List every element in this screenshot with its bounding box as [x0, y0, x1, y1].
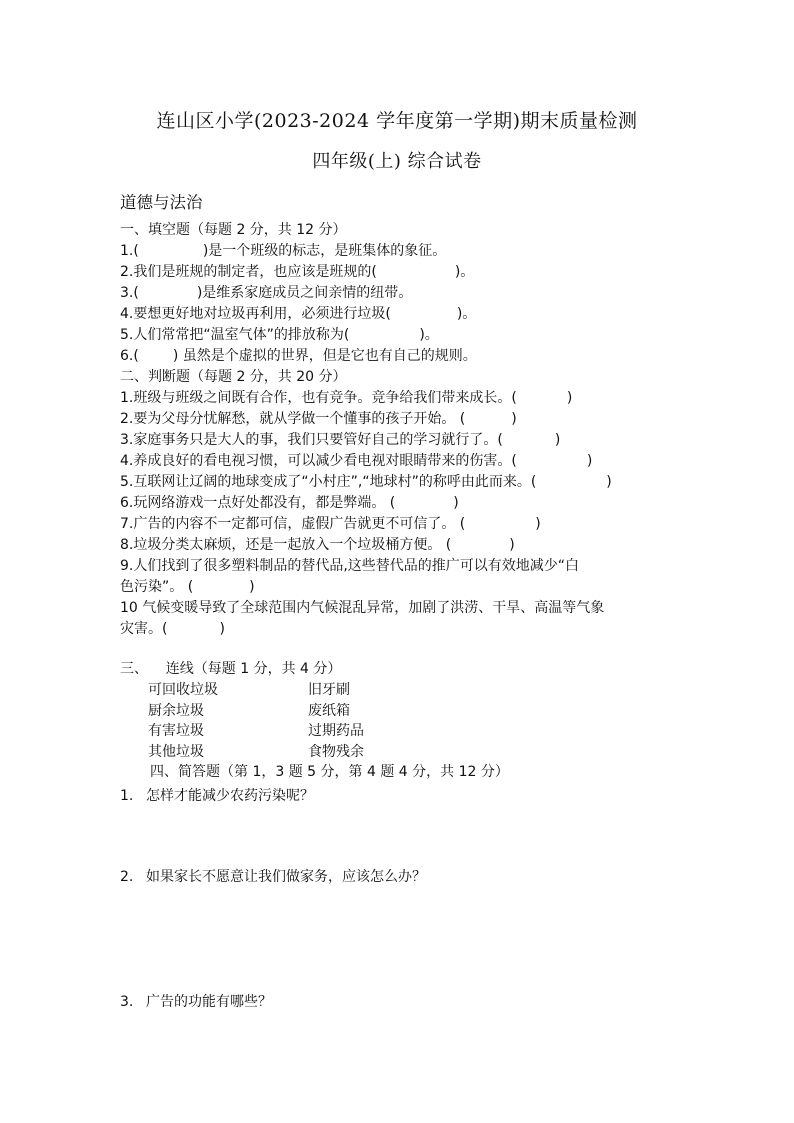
exam-content	[120, 220, 690, 783]
short-answer-question-3: 3. 广告的功能有哪些？	[120, 994, 272, 1010]
section3-heading: 三、 连线（每题 1 分，共 4 分）	[120, 661, 342, 677]
judge-item-9-line2: 色污染”。 ( )	[120, 579, 255, 595]
match-row: 可回收垃圾 旧牙刷	[148, 682, 350, 698]
judge-item-1: 1.班级与班级之间既有合作，也有竞争。竞争给我们带来成长。( )	[120, 390, 573, 406]
judge-item-7: 7.广告的内容不一定都可信，虚假广告就更不可信了。 ( )	[120, 516, 541, 532]
judge-item-5: 5.互联网让辽阔的地球变成了“小村庄”,“地球村”的称呼由此而来。( )	[120, 474, 612, 490]
exam-title: 连山区小学(2023-2024 学年度第一学期)期末质量检测	[156, 110, 638, 132]
section2-heading: 二、判断题（每题 2 分，共 20 分）	[120, 369, 347, 385]
match-row: 厨余垃圾 废纸箱	[148, 702, 350, 719]
subject-heading: 道德与法治	[120, 193, 203, 212]
fill-item-6: 6.( ) 虽然是个虚拟的世界，但是它也有自己的规则。	[120, 348, 477, 364]
fill-item-5: 5.人们常常把“温室气体”的排放称为( )。	[120, 327, 439, 343]
judge-item-10-line2: 灾害。( )	[120, 621, 225, 637]
judge-item-8: 8.垃圾分类太麻烦，还是一起放入一个垃圾桶方便。 ( )	[120, 537, 515, 553]
judge-item-4: 4.养成良好的看电视习惯，可以减少看电视对眼睛带来的伤害。( )	[120, 453, 593, 469]
match-row: 有害垃圾 过期药品	[148, 723, 364, 739]
judge-item-10-line1: 10 气候变暖导致了全球范围内气候混乱异常，加剧了洪涝、干旱、高温等气象	[120, 600, 605, 616]
judge-item-6: 6.玩网络游戏一点好处都没有，都是弊端。 ( )	[120, 495, 459, 511]
match-row: 其他垃圾 食物残余	[148, 743, 364, 760]
exam-subtitle: 四年级(上) 综合试卷	[312, 151, 482, 172]
fill-item-1: 1.( )是一个班级的标志，是班集体的象征。	[120, 243, 447, 259]
section1-heading: 一、填空题（每题 2 分，共 12 分）	[120, 222, 347, 238]
short-answer-question-2: 2. 如果家长不愿意让我们做家务，应该怎么办？	[120, 869, 426, 885]
fill-item-4: 4.要想更好地对垃圾再利用，必须进行垃圾( )。	[120, 306, 477, 322]
short-answer-question-1: 1. 怎样才能减少农药污染呢？	[120, 788, 314, 804]
judge-item-2: 2.要为父母分忧解愁，就从学做一个懂事的孩子开始。 ( )	[120, 411, 517, 427]
judge-item-3: 3.家庭事务只是大人的事，我们只要管好自己的学习就行了。( )	[120, 432, 561, 448]
fill-item-3: 3.( )是维系家庭成员之间亲情的纽带。	[120, 285, 413, 301]
judge-item-9-line1: 9.人们找到了很多塑料制品的替代品,这些替代品的推广可以有效地减少“白	[120, 558, 580, 574]
fill-item-2: 2.我们是班规的制定者，也应该是班规的( )。	[120, 264, 475, 280]
section4-heading: 四、简答题（第 1，3 题 5 分，第 4 题 4 分，共 12 分）	[150, 764, 509, 780]
